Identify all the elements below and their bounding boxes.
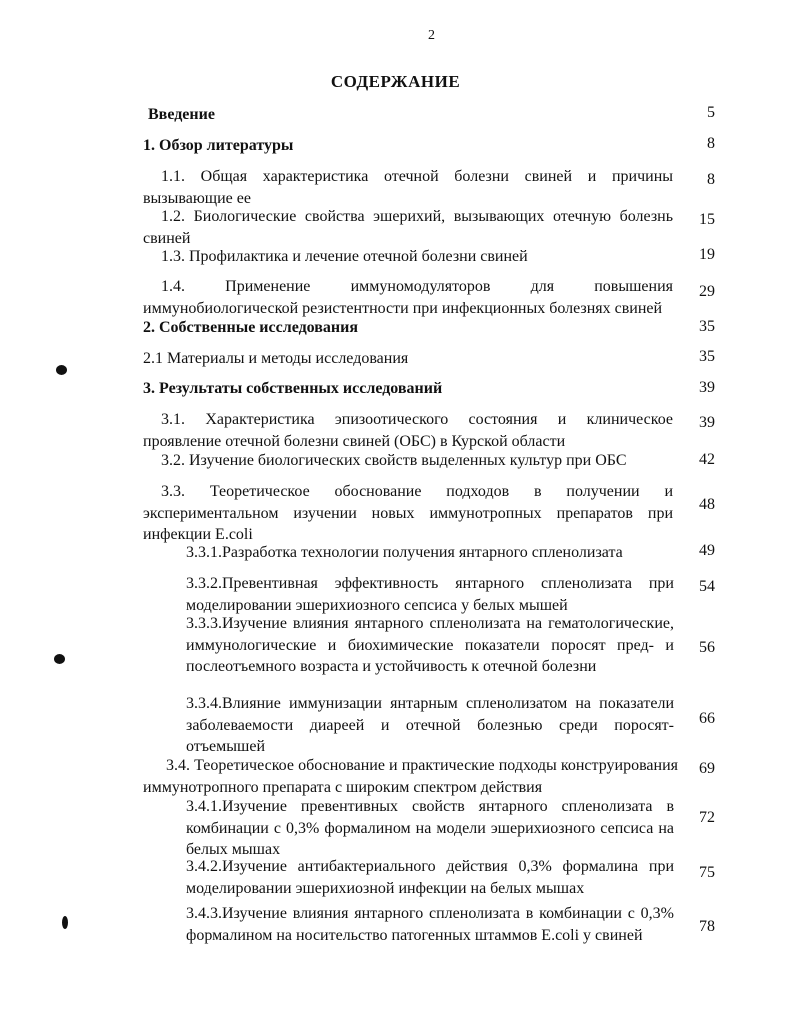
toc-entry-page: 66 — [699, 710, 715, 727]
toc-entry-text: 3.3. Теоретическое обоснование подходов в получении и экспериментальном изучении новых иммунотропных препаратов при инфекции E.coli — [143, 483, 673, 543]
toc-entry-page: 42 — [699, 451, 715, 468]
toc-entry-page: 29 — [699, 283, 715, 300]
toc-entry-page: 54 — [699, 578, 715, 595]
toc-entry-text: 3.1. Характеристика эпизоотического состояния и клиническое проявление отечной болезни свиней (ОБС) в Курской области — [143, 411, 673, 450]
toc-entry-page: 39 — [699, 379, 715, 396]
toc-entry-page: 35 — [699, 348, 715, 365]
toc-entry-page: 56 — [699, 639, 715, 656]
toc-entry-page: 75 — [699, 864, 715, 881]
toc-entry-text: 3.3.3.Изучение влияния янтарного спленолизата на гематологические, иммунологические и биохимические показатели поросят пред- и послеотъемного возраста и устойчивость к отечной болезни — [186, 615, 674, 675]
toc-entry-text: 3. Результаты собственных исследований — [143, 380, 443, 397]
toc-entry-page: 35 — [699, 318, 715, 335]
toc-entry-page: 5 — [707, 104, 715, 121]
toc-entry-page: 19 — [699, 246, 715, 263]
toc-entry-text: 3.3.2.Превентивная эффективность янтарного спленолизата при моделировании эшерихиозного сепсиса у белых мышей — [186, 575, 674, 614]
toc-entry-text: 1.4. Применение иммуномодуляторов для повышения иммунобиологической резистентности при инфекционных болезнях свиней — [143, 278, 673, 317]
page-title: СОДЕРЖАНИЕ — [330, 72, 461, 91]
toc-entry-page: 69 — [699, 760, 715, 777]
toc-entry-page: 15 — [699, 211, 715, 228]
toc-entry-text: 3.4.1.Изучение превентивных свойств янтарного спленолизата в комбинации с 0,3% формалином на модели эшерихиозного сепсиса на белых мышах — [186, 798, 674, 858]
toc-entry-text: 1.2. Биологические свойства эшерихий, вызывающих отечную болезнь свиней — [143, 208, 673, 247]
page-number: 2 — [428, 28, 435, 43]
scan-speck — [62, 916, 68, 929]
toc-entry-text: 3.3.4.Влияние иммунизации янтарным спленолизатом на показатели заболеваемости диареей и отечной болезнью среди поросят-отъемышей — [186, 695, 674, 755]
scan-speck — [54, 654, 65, 664]
toc-entry-text: 2. Собственные исследования — [143, 319, 359, 336]
toc-entry-page: 78 — [699, 918, 715, 935]
scan-speck — [56, 365, 67, 375]
toc-entry-text: 1. Обзор литературы — [143, 137, 294, 154]
toc-entry-page: 72 — [699, 809, 715, 826]
toc-entry-text: 3.4. Теоретическое обоснование и практические подходы конструирования иммунотропного препарата с широким спектром действия — [143, 757, 678, 796]
toc-entry-text: Введение — [148, 106, 215, 123]
toc-entry-text: 1.1. Общая характеристика отечной болезни свиней и причины вызывающие ее — [143, 168, 673, 207]
toc-entry-text: 3.4.2.Изучение антибактериального действия 0,3% формалина при моделировании эшерихиозной инфекции на белых мышах — [186, 858, 674, 897]
toc-entry-text: 1.3. Профилактика и лечение отечной болезни свиней — [161, 248, 528, 265]
toc-entry-page: 39 — [699, 414, 715, 431]
toc-entry-page: 49 — [699, 542, 715, 559]
toc-entry-page: 48 — [699, 496, 715, 513]
toc-entry-text: 2.1 Материалы и методы исследования — [143, 350, 409, 367]
toc-entry-text: 3.2. Изучение биологических свойств выделенных культур при ОБС — [161, 452, 627, 469]
toc-entry-page: 8 — [707, 135, 715, 152]
toc-entry-text: 3.4.3.Изучение влияния янтарного спленолизата в комбинации с 0,3% формалином на носительство патогенных штаммов E.coli у свиней — [186, 905, 674, 944]
toc-entry-text: 3.3.1.Разработка технологии получения янтарного спленолизата — [186, 544, 623, 561]
toc-entry-page: 8 — [707, 171, 715, 188]
